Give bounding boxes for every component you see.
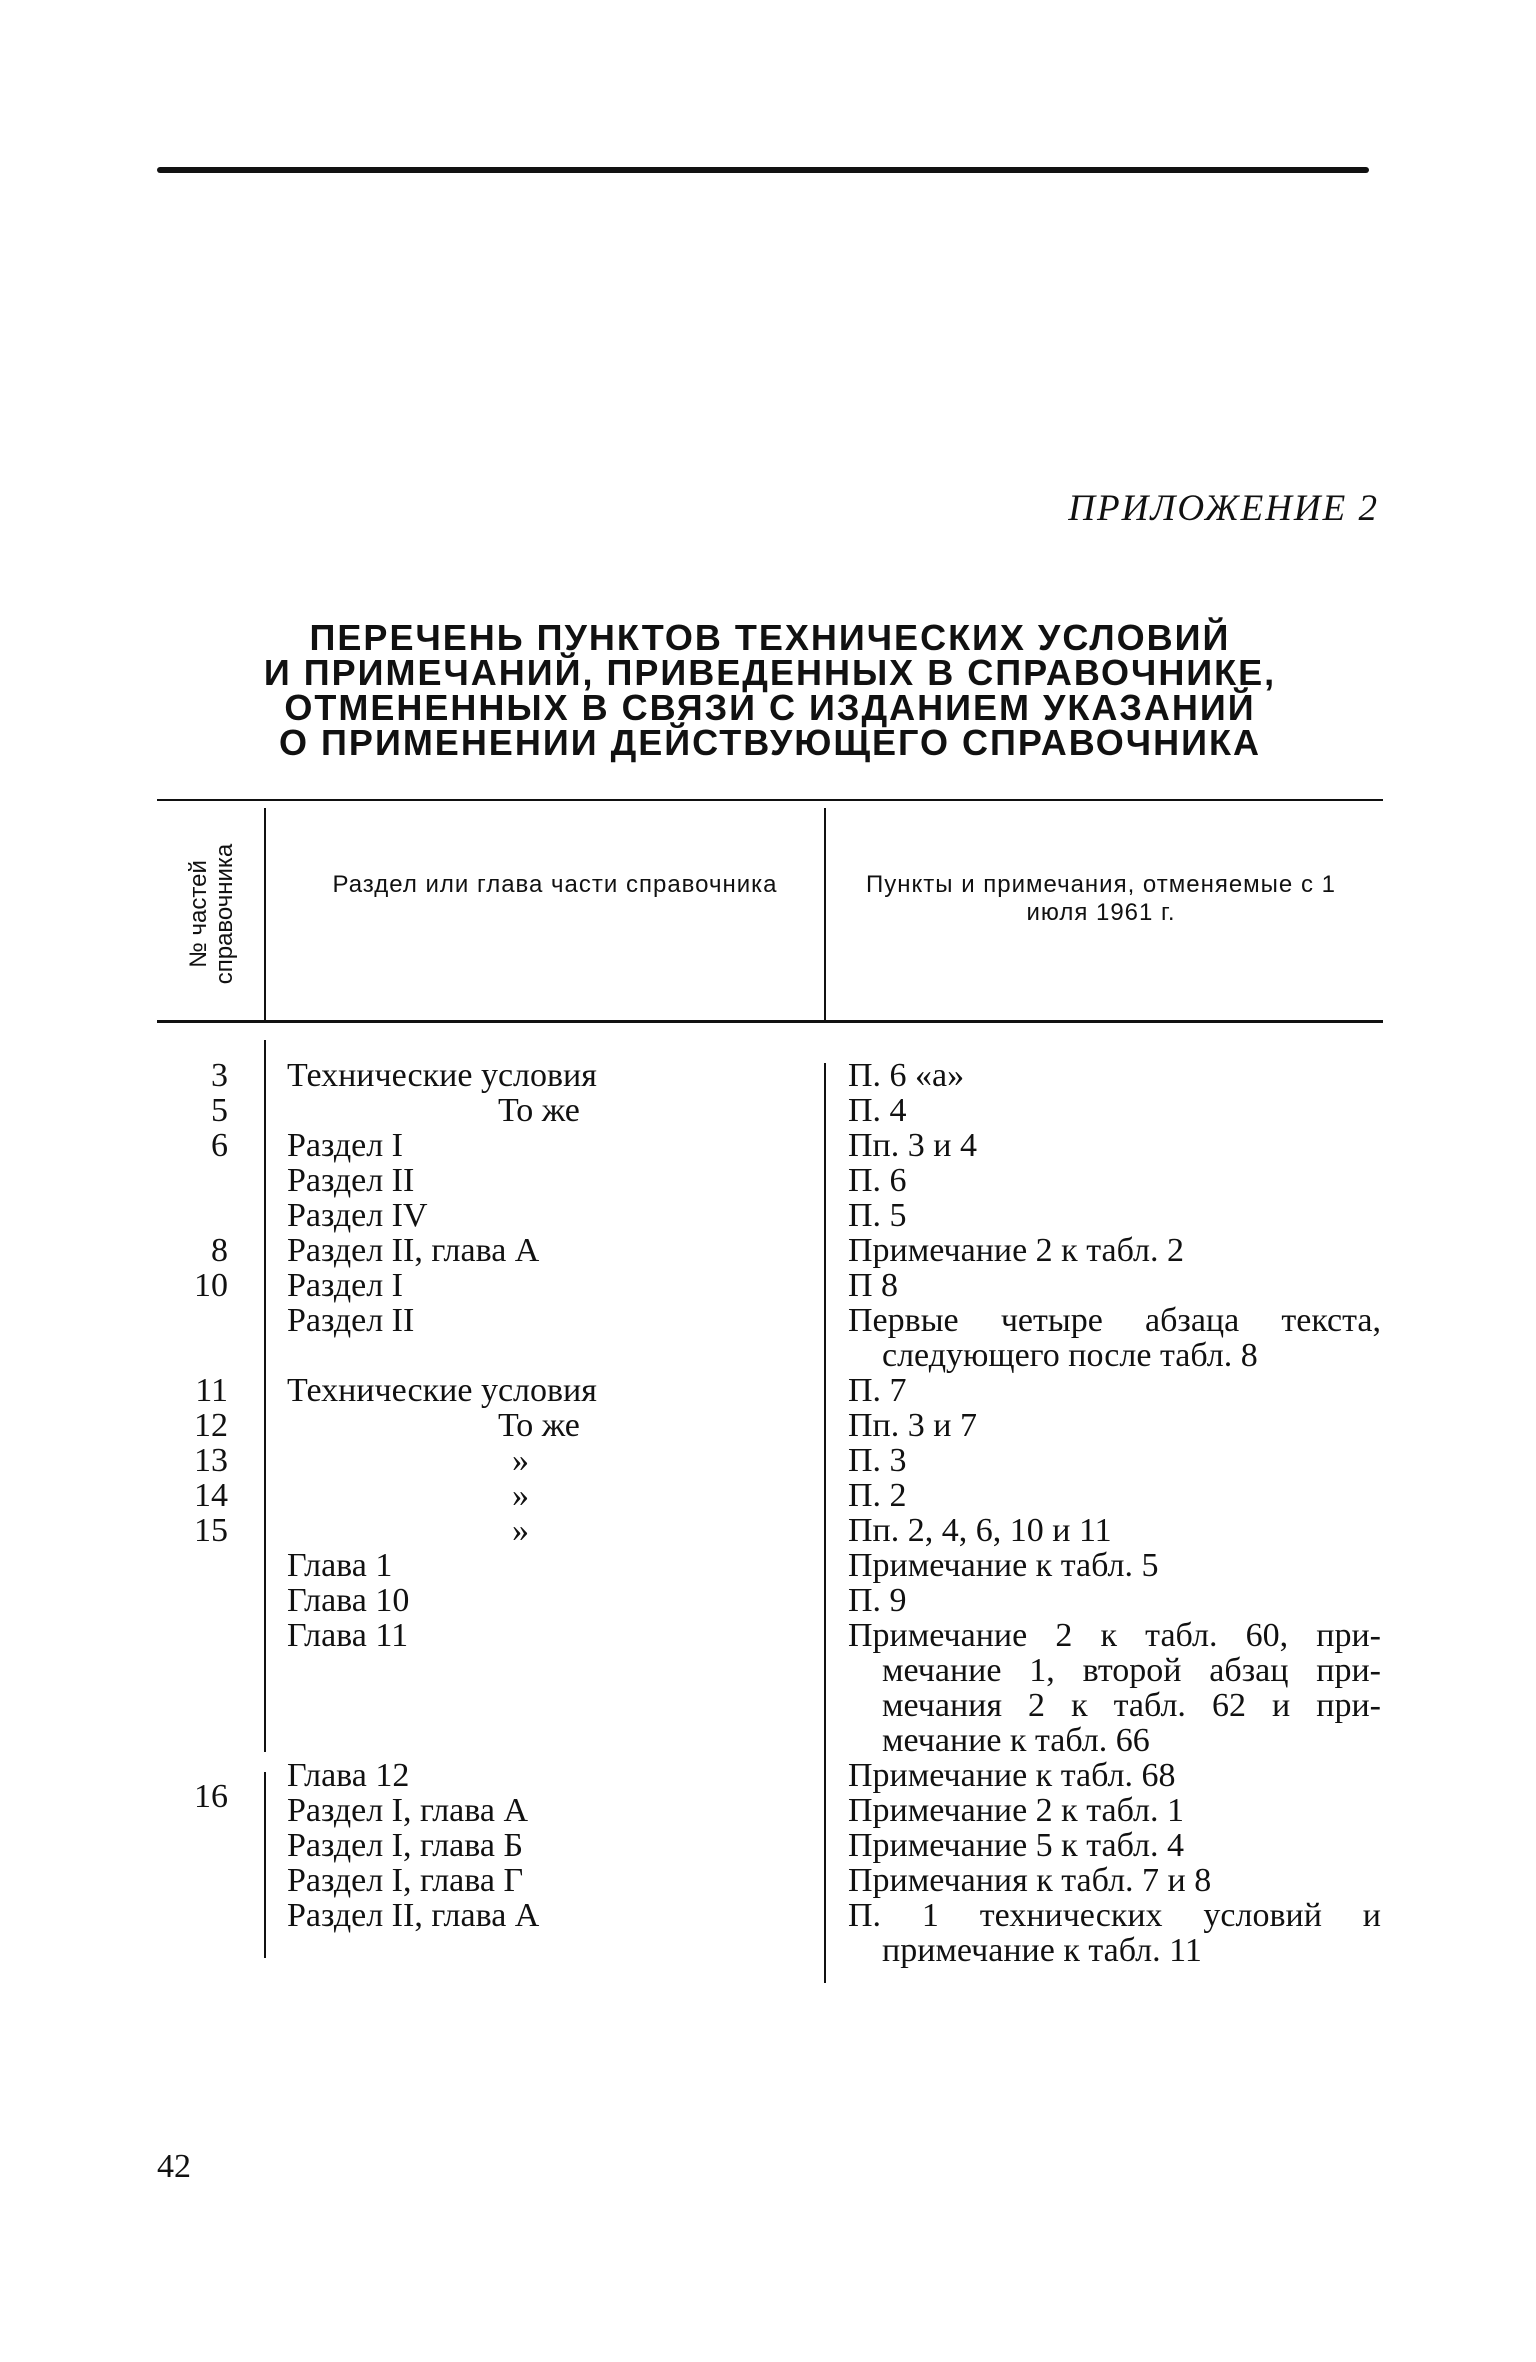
points-cell	[848, 1618, 1381, 1758]
points-line: примечание к табл. 11	[882, 1932, 1202, 1969]
part-number: 8	[211, 1232, 228, 1269]
part-number: 16	[194, 1778, 228, 1815]
points-cell: П. 4	[848, 1092, 907, 1129]
points-line: П. 1 технических условий и	[848, 1897, 1381, 1934]
section-cell: Раздел I, глава Г	[287, 1862, 524, 1899]
section-cell: Глава 11	[287, 1617, 409, 1654]
points-line: мечание 1, второй абзац при-	[882, 1652, 1381, 1689]
title-line: О ПРИМЕНЕНИИ ДЕЙСТВУЮЩЕГО СПРАВОЧНИКА	[279, 722, 1261, 763]
header-divider	[264, 808, 266, 1020]
points-cell	[848, 1898, 1381, 1968]
section-cell: Технические условия	[287, 1372, 597, 1409]
header-part-number-label: № частей справочника	[185, 843, 238, 985]
section-cell: Раздел II, глава А	[287, 1897, 540, 1934]
part-number: 5	[211, 1092, 228, 1129]
points-cell: Примечание 5 к табл. 4	[848, 1827, 1184, 1864]
points-line: Первые четыре абзаца текста,	[848, 1302, 1381, 1339]
header-part-number	[160, 808, 264, 1020]
top-rule	[157, 167, 1369, 173]
part-number: 12	[194, 1407, 228, 1444]
points-cell: П 8	[848, 1267, 899, 1304]
part-number: 6	[211, 1127, 228, 1164]
section-cell: То же	[498, 1092, 580, 1129]
page-number: 42	[157, 2148, 191, 2185]
part-number: 14	[194, 1477, 228, 1514]
points-cell: П. 5	[848, 1197, 907, 1234]
section-cell: Технические условия	[287, 1057, 597, 1094]
points-cell: Примечания к табл. 7 и 8	[848, 1862, 1212, 1899]
section-cell: Раздел II	[287, 1162, 415, 1199]
points-line: следующего после табл. 8	[882, 1337, 1258, 1374]
points-line: Примечание 2 к табл. 60, при-	[848, 1617, 1381, 1654]
points-cell: П. 9	[848, 1582, 907, 1619]
points-cell: Примечание к табл. 68	[848, 1757, 1176, 1794]
points-cell: П. 2	[848, 1477, 907, 1514]
document-title	[157, 617, 1383, 763]
section-cell: Раздел I	[287, 1127, 403, 1164]
section-cell: Раздел I, глава А	[287, 1792, 529, 1829]
section-cell: Глава 12	[287, 1757, 410, 1794]
section-cell: Раздел II	[287, 1302, 415, 1339]
points-cell	[848, 1303, 1381, 1373]
points-line: мечания 2 к табл. 62 и при-	[882, 1687, 1381, 1724]
points-cell: П. 6 «а»	[848, 1057, 965, 1094]
appendix-label: ПРИЛОЖЕНИЕ 2	[1068, 488, 1379, 529]
points-cell: Примечание 2 к табл. 1	[848, 1792, 1184, 1829]
part-number: 10	[194, 1267, 228, 1304]
title-line: ПЕРЕЧЕНЬ ПУНКТОВ ТЕХНИЧЕСКИХ УСЛОВИЙ	[309, 617, 1231, 658]
header-points: Пункты и примечания, отменяемые с 1 июля 1961 г.	[866, 871, 1336, 926]
body-divider	[264, 1040, 266, 1752]
section-cell: Раздел I	[287, 1267, 403, 1304]
section-cell: Глава 10	[287, 1582, 410, 1619]
title-line: ОТМЕНЕННЫХ В СВЯЗИ С ИЗДАНИЕМ УКАЗАНИЙ	[284, 687, 1256, 728]
points-cell: П. 3	[848, 1442, 907, 1479]
points-cell: Пп. 3 и 4	[848, 1127, 977, 1164]
body-divider	[264, 1772, 266, 1958]
part-number: 13	[194, 1442, 228, 1479]
section-cell: »	[512, 1477, 529, 1514]
section-cell: Раздел IV	[287, 1197, 428, 1234]
table-top-rule	[157, 799, 1383, 801]
section-cell: Раздел II, глава А	[287, 1232, 540, 1269]
points-cell: П. 6	[848, 1162, 907, 1199]
section-cell: »	[512, 1512, 529, 1549]
table-header-rule	[157, 1020, 1383, 1023]
section-cell: То же	[498, 1407, 580, 1444]
points-cell: Примечание к табл. 5	[848, 1547, 1159, 1584]
points-cell: Пп. 2, 4, 6, 10 и 11	[848, 1512, 1112, 1549]
section-cell: Раздел I, глава Б	[287, 1827, 523, 1864]
body-divider	[824, 1063, 826, 1983]
points-cell: П. 7	[848, 1372, 907, 1409]
points-cell: Пп. 3 и 7	[848, 1407, 977, 1444]
part-number: 11	[195, 1372, 228, 1409]
points-line: мечание к табл. 66	[882, 1722, 1150, 1759]
section-cell: Глава 1	[287, 1547, 393, 1584]
part-number: 15	[194, 1512, 228, 1549]
part-number: 3	[211, 1057, 228, 1094]
section-cell: »	[512, 1442, 529, 1479]
header-section: Раздел или глава части справочника	[332, 871, 778, 898]
points-cell: Примечание 2 к табл. 2	[848, 1232, 1184, 1269]
title-line: И ПРИМЕЧАНИЙ, ПРИВЕДЕННЫХ В СПРАВОЧНИКЕ,	[263, 652, 1277, 693]
header-divider	[824, 808, 826, 1020]
